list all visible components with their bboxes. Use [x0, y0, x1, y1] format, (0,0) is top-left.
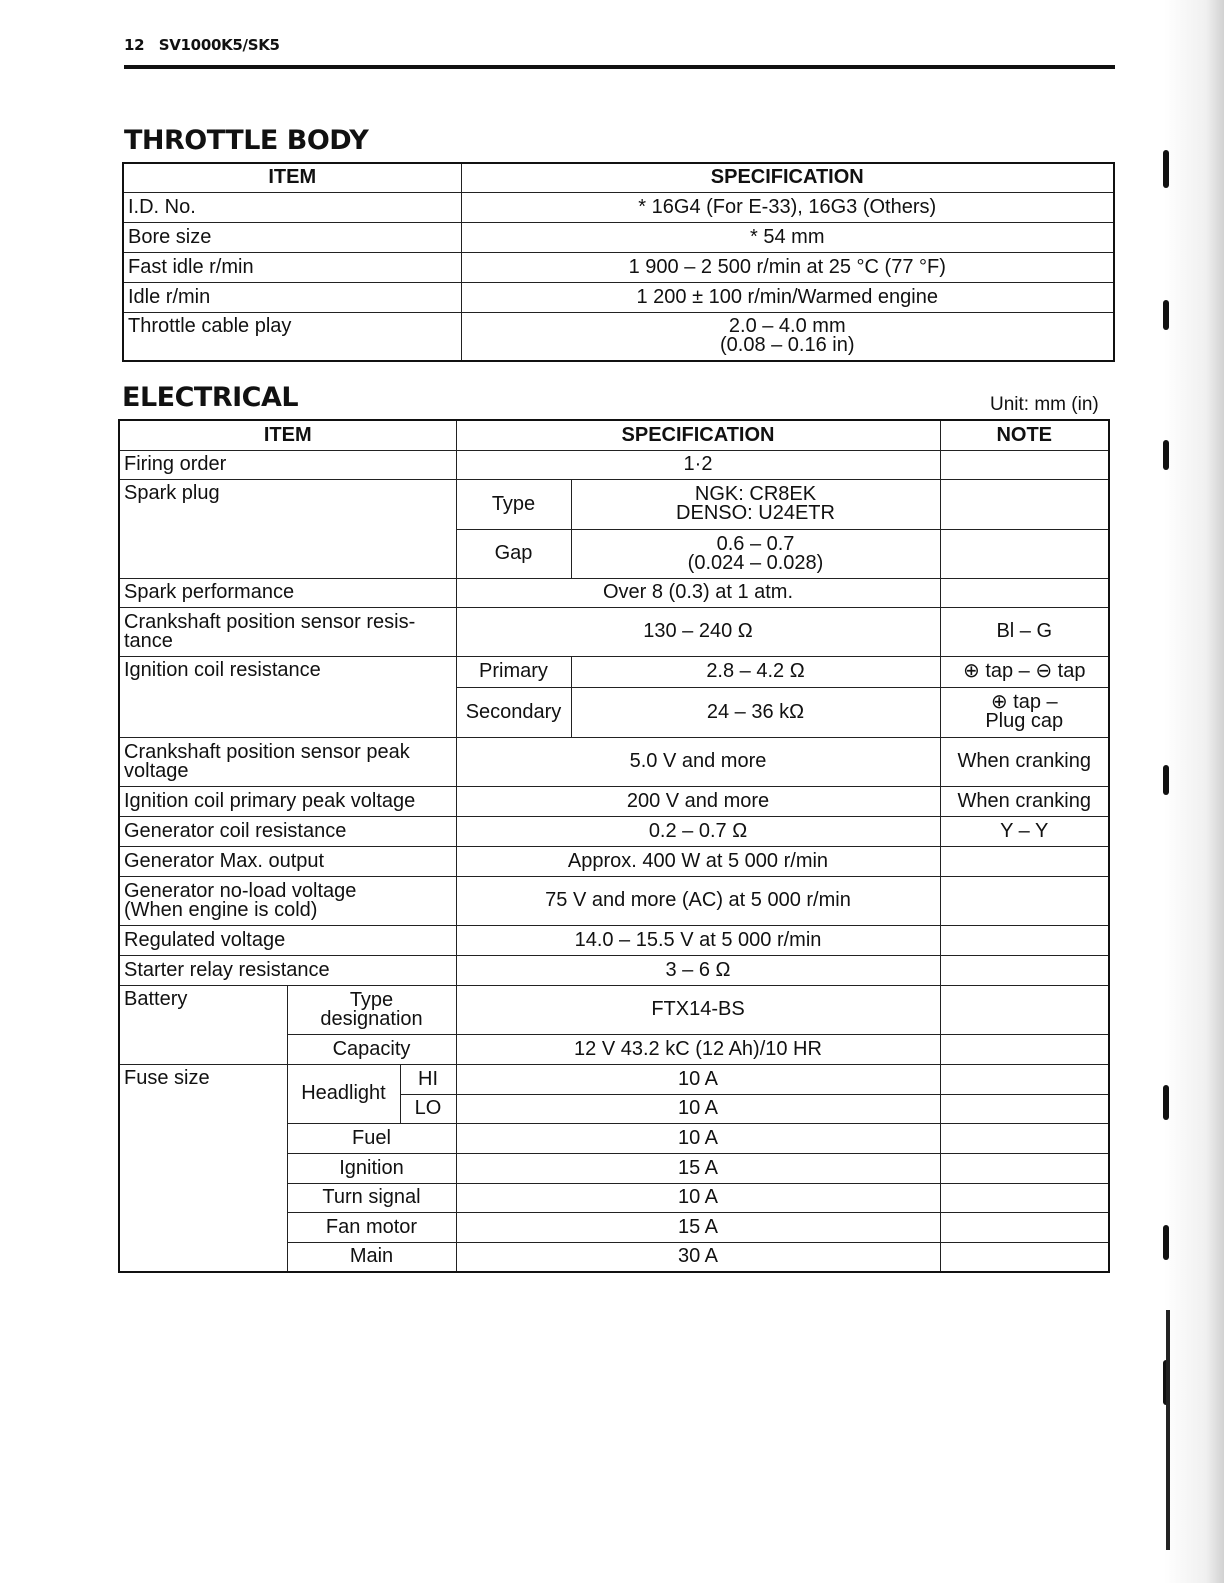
- note-cell: [940, 1212, 1109, 1242]
- table-row: [123, 252, 1114, 282]
- sub-label: Secondary: [456, 687, 571, 737]
- note-cell: [940, 955, 1109, 985]
- sub-label: Type: [456, 479, 571, 529]
- binding-mark: [1163, 765, 1169, 795]
- item-cell: I.D. No.: [123, 192, 461, 222]
- table-row: [119, 656, 1109, 687]
- spec-cell: 1 200 ± 100 r/min/Warmed engine: [461, 282, 1114, 312]
- spec-cell: * 16G4 (For E-33), 16G3 (Others): [461, 192, 1114, 222]
- spec-cell: 5.0 V and more: [456, 737, 940, 786]
- col-spec: SPECIFICATION: [456, 420, 940, 450]
- sub-label: Main: [287, 1242, 456, 1272]
- table-row: [119, 450, 1109, 479]
- spec-cell: 15 A: [456, 1212, 940, 1242]
- sub-label: Gap: [456, 529, 571, 578]
- spec-line: (0.024 – 0.028): [687, 551, 824, 574]
- note-cell: [940, 450, 1109, 479]
- binding-mark: [1163, 1225, 1169, 1260]
- binding-mark: [1163, 1085, 1169, 1120]
- item-cell: Starter relay resistance: [119, 955, 456, 985]
- table-row: [119, 1064, 1109, 1094]
- sub-label: LO: [400, 1094, 456, 1123]
- sub-label: Fan motor: [287, 1212, 456, 1242]
- item-line: Generator no-load voltage: [124, 879, 357, 902]
- item-line: (When engine is cold): [124, 898, 318, 921]
- electrical-table: [118, 419, 1110, 1273]
- binding-edge: [1166, 1310, 1170, 1550]
- sub-label: HI: [400, 1064, 456, 1094]
- sub-label: Turn signal: [287, 1183, 456, 1212]
- table-row: [119, 479, 1109, 529]
- item-cell: Spark plug: [119, 479, 456, 578]
- table-header-row: [119, 420, 1109, 450]
- spec-cell: 2.8 – 4.2 Ω: [571, 656, 940, 687]
- col-spec: SPECIFICATION: [461, 163, 1114, 192]
- note-cell: [940, 578, 1109, 607]
- table-row: [119, 816, 1109, 846]
- note-cell: [940, 925, 1109, 955]
- table-row: [119, 925, 1109, 955]
- item-cell: Idle r/min: [123, 282, 461, 312]
- spec-line: NGK: CR8EK: [694, 483, 817, 505]
- item-cell: Firing order: [119, 450, 456, 479]
- page-edge-shadow: [1164, 0, 1224, 1583]
- sub-label: Fuel: [287, 1123, 456, 1153]
- note-cell: [940, 1034, 1109, 1064]
- item-cell: Spark performance: [119, 578, 456, 607]
- spec-cell: 1·2: [456, 450, 940, 479]
- throttle-body-title: THROTTLE BODY: [124, 125, 369, 156]
- electrical-title: ELECTRICAL: [122, 382, 299, 413]
- spec-line: DENSO: U24ETR: [676, 502, 835, 524]
- sub-label: Ignition: [287, 1153, 456, 1183]
- spec-cell: 1 900 – 2 500 r/min at 25 °C (77 °F): [461, 252, 1114, 282]
- binding-mark: [1163, 300, 1169, 330]
- sub-label-line: Type: [349, 988, 394, 1011]
- spec-line: (0.08 – 0.16 in): [719, 334, 855, 357]
- table-row: [123, 192, 1114, 222]
- item-line: Crankshaft position sensor resis-: [124, 610, 416, 633]
- page-number: 12: [124, 36, 145, 54]
- note-cell: Bl – G: [940, 607, 1109, 656]
- note-cell: When cranking: [940, 786, 1109, 816]
- note-cell: [940, 529, 1109, 578]
- page-header: [124, 36, 1115, 55]
- table-row: [123, 312, 1114, 361]
- item-cell: Ignition coil primary peak voltage: [119, 786, 456, 816]
- note-cell: [940, 1183, 1109, 1212]
- header-rule: [124, 65, 1115, 69]
- spec-cell: 15 A: [456, 1153, 940, 1183]
- spec-cell: 10 A: [456, 1123, 940, 1153]
- note-cell: [940, 876, 1109, 925]
- table-row: [119, 846, 1109, 876]
- note-cell: [940, 1064, 1109, 1094]
- table-row: [119, 607, 1109, 656]
- item-cell: Fast idle r/min: [123, 252, 461, 282]
- spec-cell: 30 A: [456, 1242, 940, 1272]
- item-cell: Regulated voltage: [119, 925, 456, 955]
- item-cell: Bore size: [123, 222, 461, 252]
- spec-cell: Over 8 (0.3) at 1 atm.: [456, 578, 940, 607]
- table-row: [119, 737, 1109, 786]
- spec-cell: 12 V 43.2 kC (12 Ah)/10 HR: [456, 1034, 940, 1064]
- item-line: voltage: [124, 759, 189, 782]
- note-cell: [940, 1242, 1109, 1272]
- item-line: tance: [124, 629, 173, 652]
- spec-cell: 3 – 6 Ω: [456, 955, 940, 985]
- spec-cell: 10 A: [456, 1064, 940, 1094]
- sub-label: Headlight: [287, 1064, 400, 1123]
- item-cell: Fuse size: [119, 1064, 287, 1272]
- item-line: Crankshaft position sensor peak: [124, 740, 410, 763]
- spec-cell: 0.2 – 0.7 Ω: [456, 816, 940, 846]
- spec-cell: FTX14-BS: [456, 985, 940, 1034]
- spec-cell: 130 – 240 Ω: [456, 607, 940, 656]
- note-cell: [940, 1153, 1109, 1183]
- note-line: ⊕ tap –: [990, 691, 1058, 713]
- table-row: [119, 876, 1109, 925]
- binding-mark: [1163, 440, 1169, 470]
- note-cell: [940, 1123, 1109, 1153]
- item-cell: Generator coil resistance: [119, 816, 456, 846]
- sub-label: Primary: [456, 656, 571, 687]
- spec-line: 2.0 – 4.0 mm: [728, 315, 846, 338]
- note-cell: When cranking: [940, 737, 1109, 786]
- table-row: [123, 282, 1114, 312]
- spec-cell: * 54 mm: [461, 222, 1114, 252]
- spec-cell: 10 A: [456, 1094, 940, 1123]
- note-cell: ⊕ tap – ⊖ tap: [940, 656, 1109, 687]
- spec-cell: 10 A: [456, 1183, 940, 1212]
- unit-note: Unit: mm (in): [990, 394, 1099, 415]
- col-item: ITEM: [123, 163, 461, 192]
- sub-label: Capacity: [287, 1034, 456, 1064]
- item-cell: Ignition coil resistance: [119, 656, 456, 737]
- table-row: [123, 222, 1114, 252]
- item-cell: Generator Max. output: [119, 846, 456, 876]
- col-note: NOTE: [940, 420, 1109, 450]
- note-cell: Y – Y: [940, 816, 1109, 846]
- spec-line: 0.6 – 0.7: [716, 532, 795, 555]
- item-cell: Battery: [119, 985, 287, 1064]
- note-cell: [940, 1094, 1109, 1123]
- table-row: [119, 955, 1109, 985]
- spec-cell: 24 – 36 kΩ: [571, 687, 940, 737]
- table-header-row: [123, 163, 1114, 192]
- note-line: Plug cap: [985, 710, 1064, 732]
- table-row: [119, 985, 1109, 1034]
- item-cell: Throttle cable play: [123, 312, 461, 361]
- spec-cell: 14.0 – 15.5 V at 5 000 r/min: [456, 925, 940, 955]
- binding-mark: [1163, 150, 1169, 188]
- spec-cell: Approx. 400 W at 5 000 r/min: [456, 846, 940, 876]
- note-cell: [940, 985, 1109, 1034]
- col-item: ITEM: [119, 420, 456, 450]
- throttle-body-table: [122, 162, 1115, 362]
- table-row: [119, 578, 1109, 607]
- note-cell: [940, 846, 1109, 876]
- spec-cell: 75 V and more (AC) at 5 000 r/min: [456, 876, 940, 925]
- model-code: SV1000K5/SK5: [158, 36, 280, 54]
- sub-label-line: designation: [320, 1007, 423, 1030]
- note-cell: [940, 479, 1109, 529]
- table-row: [119, 786, 1109, 816]
- spec-cell: 200 V and more: [456, 786, 940, 816]
